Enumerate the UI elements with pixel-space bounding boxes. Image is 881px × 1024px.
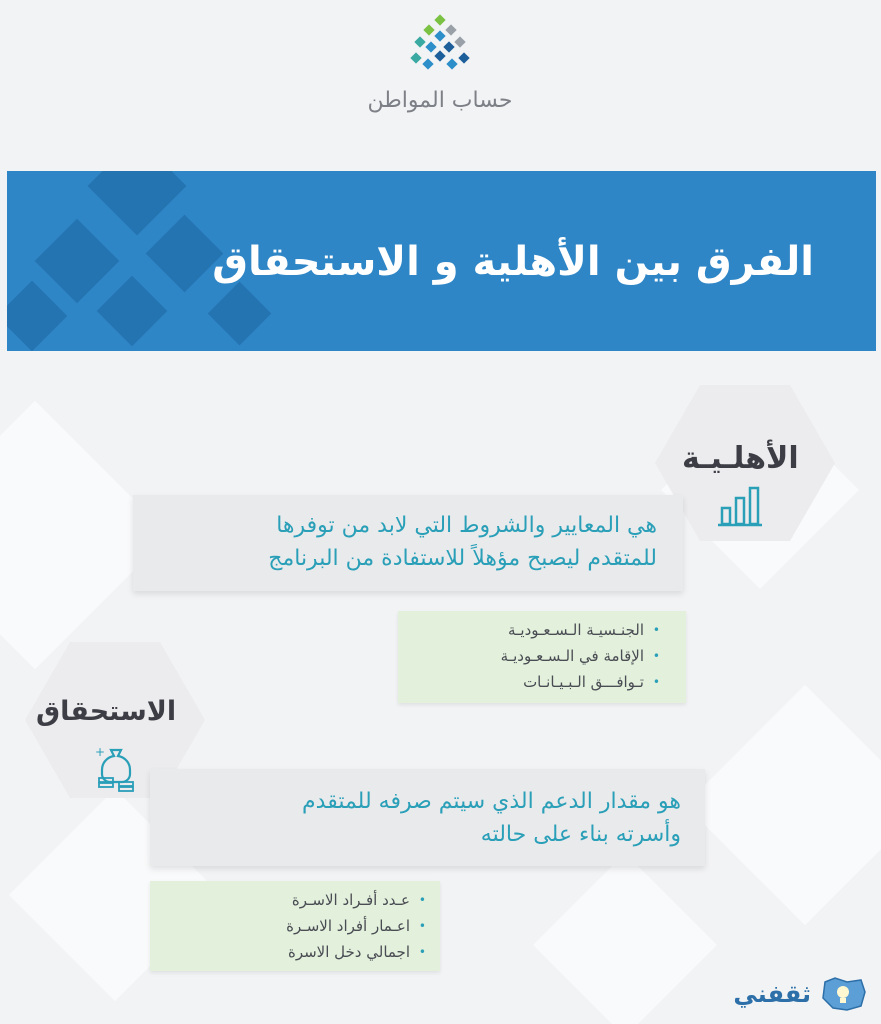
banner-tile [7,281,67,351]
svg-text:+: + [95,745,106,759]
watermark [733,974,867,1014]
list-item: • الإقامة في الـسـعـوديـة [398,643,660,669]
logo-text: حساب المواطن [367,88,513,113]
entitlement-definition-line2: وأسرته بناء على حالته [480,822,681,847]
title-banner [7,171,876,351]
lightbulb-map-icon [819,974,867,1014]
eligibility-list [398,611,686,703]
list-item: • اعـمار أفراد الاسـرة [150,913,426,939]
watermark-text: ثقفني [733,980,811,1008]
eligibility-definition-line1: هي المعايير والشروط التي لابد من توفرها [276,513,657,538]
bar-chart-icon [716,484,764,528]
banner-title: الفرق بين الأهلية و الاستحقاق [212,239,814,285]
eligibility-heading: الأهلـيـة [682,441,799,476]
bg-tile [533,853,717,1024]
bg-tile [685,685,881,925]
list-item: • عـدد أفـراد الاسـرة [150,887,426,913]
entitlement-list [150,881,440,971]
entitlement-definition-line1: هو مقدار الدعم الذي سيتم صرفه للمتقدم [302,789,681,814]
banner-tile [97,276,168,347]
app-logo [340,14,540,124]
banner-tile [35,219,120,304]
list-item: • اجمالي دخل الاسرة [150,939,426,965]
eligibility-definition-card [133,495,683,591]
money-bag-icon [93,744,139,792]
eligibility-definition-line2: للمتقدم ليصبح مؤهلاً للاستفادة من البرنامج [268,546,657,571]
list-item: • الجنـسيـة الـسـعـوديـة [398,617,660,643]
logo-mark-icon [408,14,472,78]
list-item: • تـوافـــق الـبـيـانـات [398,669,660,695]
entitlement-heading: الاستحقاق [36,696,177,727]
banner-tile [208,282,272,346]
entitlement-definition-card [150,769,705,866]
